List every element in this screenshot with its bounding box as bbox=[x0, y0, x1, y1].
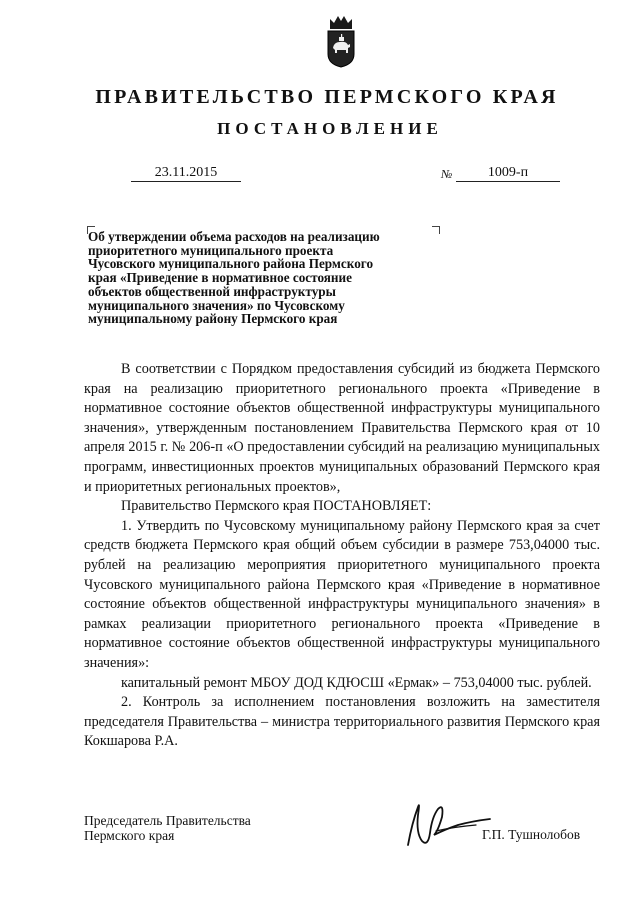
subject-line: Чусовского муниципального района Пермского bbox=[88, 256, 374, 272]
subject-line: муниципального значения» по Чусовскому bbox=[88, 297, 345, 313]
document-body bbox=[84, 360, 600, 752]
document-type: ПОСТАНОВЛЕНИЕ bbox=[217, 119, 443, 138]
number-sign: № bbox=[441, 167, 453, 181]
resolves-paragraph: Правительство Пермского края ПОСТАНОВЛЯЕТ: bbox=[121, 498, 432, 515]
signatory-position bbox=[84, 814, 251, 843]
item-1-paragraph: 1. Утвердить по Чусовскому муниципальному району Пермского края за счет средств бюджета Пермского края общий объем субсидии в размере 753,04000 тыс. рублей на реализацию мероприятия приоритетного муниципального проекта Чусовского муниципального района Пермского края «Приведение в нормативное состояние объектов общественной инфраструктуры муниципального значения» в рамках реализации приоритетного регионального проекта «Приведение в нормативное состояние объектов общественной инфраструктуры муниципального значения»: bbox=[84, 517, 600, 671]
position-line: Председатель Правительства bbox=[84, 813, 251, 828]
subject-line: приоритетного муниципального проекта bbox=[88, 242, 334, 258]
item-1-detail-paragraph: капитальный ремонт МБОУ ДОД КДЮСШ «Ермак» – 753,04000 тыс. рублей. bbox=[121, 674, 592, 691]
document-date: 23.11.2015 bbox=[131, 164, 241, 182]
subject-line: края «Приведение в нормативное состояние bbox=[88, 270, 352, 286]
position-line: Пермского края bbox=[84, 827, 175, 843]
signatory-name: Г.П. Тушнолобов bbox=[482, 827, 581, 842]
subject-line: Об утверждении объема расходов на реализацию bbox=[88, 229, 380, 244]
document-number: 1009-п bbox=[456, 164, 560, 182]
preamble-paragraph: В соответствии с Порядком предоставления субсидий из бюджета Пермского края на реализацию приоритетного регионального проекта «Приведение в нормативное состояние объектов общественной инфраструктуры муниципального значения», утвержденным постановлением Правительства Пермского края от 10 апреля 2015 г. № 206-п «О предоставлении субсидий на реализацию муниципальных программ, инвестиционных проектов муниципальных образований Пермского края и приоритетных региональных проектов», bbox=[84, 361, 600, 495]
document-subject bbox=[88, 230, 438, 326]
item-2-paragraph: 2. Контроль за исполнением постановления возложить на заместителя председателя Правительства – министра территориального развития Пермского края Кокшарова Р.А. bbox=[84, 694, 600, 750]
subject-line: муниципальному району Пермского края bbox=[88, 311, 338, 327]
subject-line: объектов общественной инфраструктуры bbox=[88, 283, 336, 299]
coat-of-arms-icon bbox=[324, 14, 358, 68]
government-title: ПРАВИТЕЛЬСТВО ПЕРМСКОГО КРАЯ bbox=[95, 86, 559, 108]
